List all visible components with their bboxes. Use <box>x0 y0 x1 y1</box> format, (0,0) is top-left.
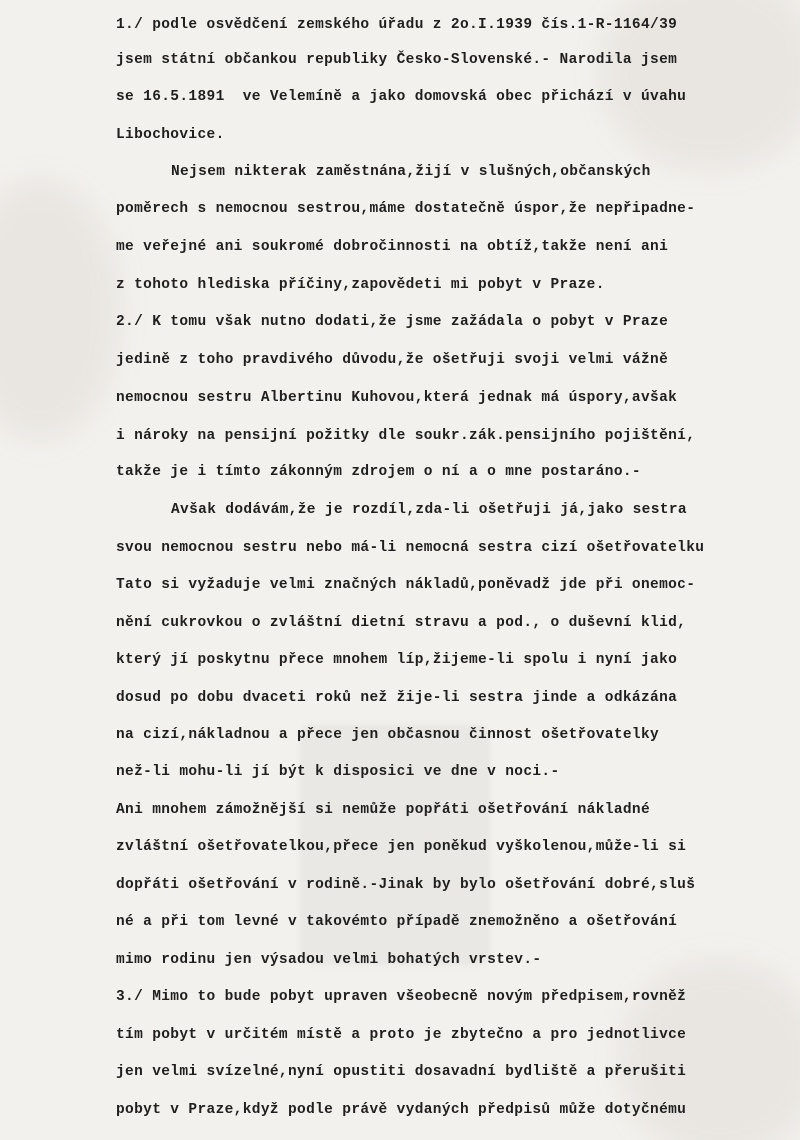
text-line-11: nemocnou sestru Albertinu Kuhovou,která jednak má úspory,avšak <box>116 390 678 406</box>
text-line-10: jedině z toho pravdivého důvodu,že ošetřuji svoji velmi vážně <box>116 352 669 368</box>
text-line-6: poměrech s nemocnou sestrou,máme dostatečně úspor,že nepřipadne- <box>116 201 696 217</box>
text-line-18: který jí poskytnu přece mnohem líp,žijeme-li spolu i nyní jako <box>116 652 678 668</box>
text-line-27: 3./ Mimo to bude pobyt upraven všeobecně novým předpisem,rovněž <box>116 989 687 1005</box>
text-line-23: zvláštní ošetřovatelkou,přece jen poněkud vyškolenou,může-li si <box>116 839 687 855</box>
text-line-7: me veřejné ani soukromé dobročinnosti na obtíž,takže není ani <box>116 239 669 255</box>
text-line-14: Avšak dodávám,že je rozdíl,zda-li ošetřuji já,jako sestra <box>171 502 687 518</box>
text-line-4: Libochovice. <box>116 127 225 143</box>
text-line-17: nění cukrovkou o zvláštní dietní stravu a pod., o duševní klid, <box>116 615 687 631</box>
text-line-12: i nároky na pensijní požitky dle soukr.zák.pensijního pojištění, <box>116 428 696 444</box>
text-line-28: tím pobyt v určitém místě a proto je zbytečno a pro jednotlivce <box>116 1027 687 1043</box>
text-line-9: 2./ K tomu však nutno dodati,že jsme zažádala o pobyt v Praze <box>116 314 669 330</box>
text-line-30: pobyt v Praze,když podle právě vydaných předpisů může dotyčnému <box>116 1102 687 1118</box>
text-line-13: takže je i tímto zákonným zdrojem o ní a o mne postaráno.- <box>116 464 641 480</box>
text-line-16: Tato si vyžaduje velmi značných nákladů,poněvadž jde při onemoc- <box>116 577 696 593</box>
text-line-5: Nejsem nikterak zaměstnána,žijí v slušných,občanských <box>171 164 651 180</box>
text-line-15: svou nemocnou sestru nebo má-li nemocná sestra cizí ošetřovatelku <box>116 540 705 556</box>
text-line-19: dosud po dobu dvaceti roků než žije-li sestra jinde a odkázána <box>116 690 678 706</box>
text-line-26: mimo rodinu jen výsadou velmi bohatých vrstev.- <box>116 952 542 968</box>
text-line-29: jen velmi svízelné,nyní opustiti dosavadní bydliště a přerušiti <box>116 1064 687 1080</box>
text-line-8: z tohoto hlediska příčiny,zapovědeti mi pobyt v Praze. <box>116 277 605 293</box>
text-line-2: jsem státní občankou republiky Česko-Slovenské.- Narodila jsem <box>116 52 678 68</box>
text-line-3: se 16.5.1891 ve Velemíně a jako domovská obec přichází v úvahu <box>116 89 687 105</box>
paper-stain <box>0 180 120 440</box>
text-line-25: né a při tom levné v takovémto případě znemožněno a ošetřování <box>116 914 678 930</box>
text-line-20: na cizí,nákladnou a přece jen občasnou činnost ošetřovatelky <box>116 727 660 743</box>
text-line-1: 1./ podle osvědčení zemského úřadu z 2o.I.1939 čís.1-R-1164/39 <box>116 17 678 33</box>
text-line-24: dopřáti ošetřování v rodině.-Jinak by bylo ošetřování dobré,sluš <box>116 877 696 893</box>
text-line-21: než-li mohu-li jí být k disposici ve dne v noci.- <box>116 764 560 780</box>
text-line-22: Ani mnohem zámožnější si nemůže popřáti ošetřování nákladné <box>116 802 651 818</box>
